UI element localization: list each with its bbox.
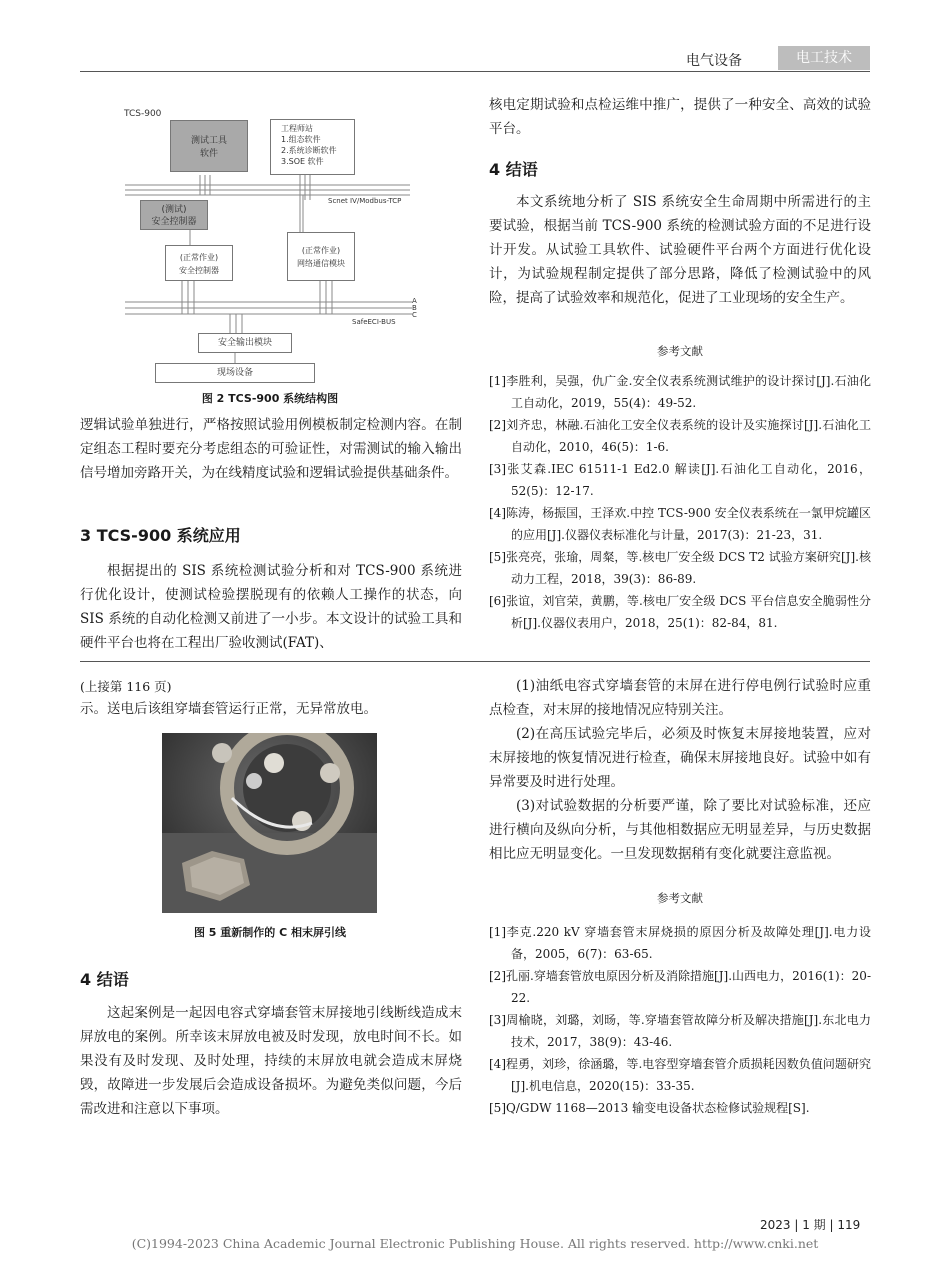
- recommendation-item2: (2)在高压试验完毕后，必须及时恢复末屏接地装置，应对末屏接地的恢复情况进行检查，确保末屏接地良好。试验中如有异常要及时进行处理。: [489, 726, 871, 790]
- section4-heading-bottom: 4 结语: [80, 970, 129, 989]
- engineer-station-box: [270, 119, 355, 175]
- reference-item: [5]Q/GDW 1168—2013 输变电设备状态检修试验规程[S].: [489, 1101, 810, 1115]
- header-rule: [80, 71, 870, 72]
- reference-item: [6]张谊，刘官荣，黄鹏，等.核电厂安全级 DCS 平台信息安全脆弱性分析[J].仪器仪表用户，2018，25(1)：82-84，81.: [489, 594, 871, 630]
- test-safety-controller-box: [140, 200, 208, 230]
- references-list-top: [489, 370, 871, 634]
- continuation-paragraph: 核电定期试验和点检运维中推广，提供了一种安全、高效的试验平台。: [489, 97, 871, 137]
- continued-from-note: (上接第 116 页): [80, 679, 172, 694]
- safety-output-module-box: 安全输出模块: [198, 333, 292, 353]
- reference-item: [1]李胜利，吴强，仇广金.安全仪表系统测试维护的设计探讨[J].石油化工自动化，2019，55(4)：49-52.: [489, 374, 871, 410]
- references-title-top: 参考文献: [657, 344, 703, 358]
- article-divider: [80, 661, 870, 662]
- section4-paragraph-bottom: 这起案例是一起因电容式穿墙套管末屏接地引线断线造成末屏放电的案例。所幸该末屏放电被及时发现，放电时间不长。如果没有及时发现、及时处理，持续的末屏放电就会造成末屏烧毁，故障进一步发展后会造成设备损坏。为避免类似问题，今后需改进和注意以下事项。: [80, 1005, 462, 1117]
- engineer-station-item2: 2.系统诊断软件: [281, 146, 337, 155]
- reference-item: [2]刘齐忠，林融.石油化工安全仪表系统的设计及实施探讨[J].石油化工自动化，2010，46(5)：1-6.: [489, 418, 871, 454]
- recommendation-item3: (3)对试验数据的分析要严谨，除了要比对试验标准，还应进行横向及纵向分析，与其他相数据应无明显差异，与历史数据相比应无明显变化。一旦发现数据稍有变化就要注意监视。: [489, 798, 871, 862]
- normal-controller-line1: (正常作业): [179, 253, 219, 262]
- normal-controller-line2: 安全控制器: [179, 266, 219, 275]
- test-tool-line2: 软件: [199, 149, 218, 159]
- section3-paragraph: 根据提出的 SIS 系统检测试验分析和对 TCS-900 系统进行优化设计，使测试检验摆脱现有的依赖人工操作的状态，向 SIS 系统的自动化检测又前进了一小步。本文设计的试验工具和硬件平台也将在工程出厂验收测试(FAT)、: [80, 563, 462, 651]
- reference-item: [1]李克.220 kV 穿墙套管末屏烧损的原因分析及故障处理[J].电力设备，2005，6(7)：63-65.: [489, 925, 871, 961]
- reference-item: [4]程勇，刘珍，徐涵璐，等.电容型穿墙套管介质损耗因数负值问题研究[J].机电信息，2020(15)：33-35.: [489, 1057, 871, 1093]
- reference-item: [3]张艾森.IEC 61511-1 Ed2.0 解读[J].石油化工自动化，2016，52(5)：12-17.: [489, 462, 871, 498]
- bus-name-label: SafeECI-BUS: [352, 318, 396, 326]
- logic-test-paragraph: 逻辑试验单独进行，严格按照试验用例模板制定检测内容。在制定组态工程时要充分考虑组态的可验证性，对需测试的输入输出信号增加旁路开关，为在线精度试验和逻辑试验提供基础条件。: [80, 417, 462, 481]
- test-controller-line1: (测试): [161, 205, 187, 215]
- copyright-notice: (C)1994-2023 China Academic Journal Electronic Publishing House. All rights reserved. http://www.cnki.net: [131, 1236, 819, 1251]
- bushing-photo-image: [162, 733, 377, 913]
- network-module-line1: (正常作业): [301, 246, 341, 255]
- bus-line-a-label: A: [412, 297, 417, 305]
- bus-line-c-label: C: [412, 311, 417, 319]
- network-protocol-label: Scnet IV/Modbus-TCP: [328, 197, 402, 205]
- journal-section-label: 电气设备: [686, 53, 742, 69]
- section4-heading-top: 4 结语: [489, 160, 538, 179]
- engineer-station-item3: 3.SOE 软件: [281, 157, 324, 166]
- reference-item: [5]张亮亮，张瑜，周粲，等.核电厂安全级 DCS T2 试验方案研究[J].核动力工程，2018，39(3)：86-89.: [489, 550, 871, 586]
- bushing-photo: [162, 733, 377, 913]
- engineer-station-title: 工程师站: [281, 124, 313, 133]
- journal-category-tag: 电工技术: [778, 46, 870, 70]
- section3-heading: 3 TCS-900 系统应用: [80, 526, 241, 545]
- network-module-line2: 网络通信模块: [297, 259, 345, 268]
- network-comm-module-box: [287, 232, 355, 281]
- figure5-caption: 图 5 重新制作的 C 相末屏引线: [193, 926, 347, 939]
- test-controller-line2: 安全控制器: [151, 217, 197, 227]
- section4-paragraph-top: 本文系统地分析了 SIS 系统安全生命周期中所需进行的主要试验，根据当前 TCS-900 系统的检测试验方面的不足进行设计开发。从试验工具软件、试验硬件平台两个方面进行优化设计，为试验规程制定提供了部分思路，降低了检测试验中的风险，提高了试验效率和规范化，促进了工业现场的安全生产。: [489, 194, 871, 306]
- test-tool-software-box: [170, 120, 248, 172]
- bus-line-b-label: B: [412, 304, 417, 312]
- diagram-system-label: TCS-900: [124, 109, 162, 119]
- page-number-info: 2023 | 1 期 | 119: [760, 1218, 861, 1232]
- figure2-caption: 图 2 TCS-900 系统结构图: [201, 392, 339, 405]
- reference-item: [3]周榆晓，刘璐，刘旸，等.穿墙套管故障分析及解决措施[J].东北电力技术，2017，38(9)：43-46.: [489, 1013, 871, 1049]
- references-list-bottom: [489, 921, 871, 1119]
- system-structure-diagram: [120, 105, 420, 390]
- field-device-box: 现场设备: [155, 363, 315, 383]
- reference-item: [2]孔丽.穿墙套管放电原因分析及消除措施[J].山西电力，2016(1)：20-22.: [489, 969, 871, 1005]
- reference-item: [4]陈涛，杨振国，王泽欢.中控 TCS-900 安全仪表系统在一氯甲烷罐区的应用[J].仪器仪表标准化与计量，2017(3)：21-23，31.: [489, 506, 871, 542]
- recommendation-item1: (1)油纸电容式穿墙套管的末屏在进行停电例行试验时应重点检查，对末屏的接地情况应特别关注。: [489, 678, 871, 718]
- normal-safety-controller-box: [165, 245, 233, 281]
- references-title-bottom: 参考文献: [657, 891, 703, 905]
- test-tool-line1: 测试工具: [190, 136, 227, 146]
- continuation-first-line: 示。送电后该组穿墙套管运行正常，无异常放电。: [80, 701, 377, 717]
- engineer-station-item1: 1.组态软件: [281, 135, 321, 144]
